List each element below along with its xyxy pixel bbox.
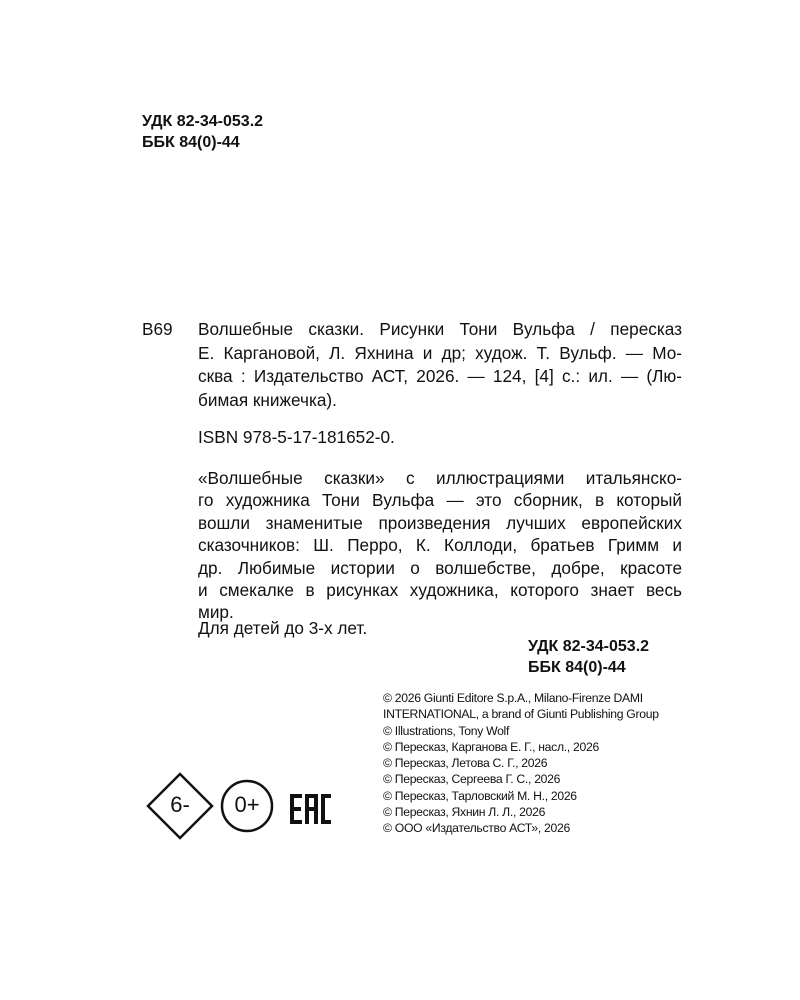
bbk-code: ББК 84(0)-44 — [528, 659, 626, 676]
age-rating-0: 0+ — [234, 792, 260, 817]
copyright-line: © Пересказ, Яхнин Л. Л., 2026 — [383, 805, 546, 820]
age-note: Для детей до 3-х лет. — [198, 618, 368, 638]
annotation-line: мир. — [198, 602, 234, 623]
annotation-line: вошли знаменитые произведения лучших европейских — [198, 512, 682, 533]
copyright-line: © 2026 Giunti Editore S.p.A., Milano-Firenze DAMI — [383, 691, 643, 705]
eac-logo-icon — [290, 794, 331, 824]
annotation — [198, 467, 682, 624]
copyright-line: © Пересказ, Тарловский М. Н., 2026 — [383, 788, 577, 803]
bbk-code: ББК 84(0)-44 — [142, 134, 240, 151]
copyright-line: © ООО «Издательство АСТ», 2026 — [383, 821, 570, 836]
description-line: Волшебные сказки. Рисунки Тони Вульфа / пересказ — [198, 319, 682, 339]
annotation-line: «Волшебные сказки» с иллюстрациями итальянско- — [198, 468, 682, 488]
description-line: бимая книжечка). — [198, 389, 337, 410]
bibliographic-description — [198, 318, 682, 412]
age-rating-6: 6- — [170, 792, 190, 817]
copyright-block — [383, 690, 659, 837]
udk-code: УДК 82-34-053.2 — [142, 113, 264, 130]
classification-codes-bottom — [528, 636, 649, 678]
annotation-line: го художника Тони Вульфа — это сборник, в который — [198, 490, 682, 511]
copyright-line: © Пересказ, Карганова Е. Г., насл., 2026 — [383, 739, 599, 754]
description-line: Е. Каргановой, Л. Яхнина и др; худож. Т. Вульф. — Мо- — [198, 342, 682, 363]
copyright-line: © Пересказ, Летова С. Г., 2026 — [383, 756, 548, 771]
bibliographic-entry — [142, 318, 682, 412]
copyright-line: INTERNATIONAL, a brand of Giunti Publishing Group — [383, 707, 659, 722]
annotation-line: сказочников: Ш. Перро, К. Коллоди, братьев Гримм и — [198, 535, 682, 556]
classification-codes-top — [142, 111, 263, 153]
copyright-line: © Пересказ, Сергеева Г. С., 2026 — [383, 772, 561, 787]
author-sign: В69 — [142, 319, 173, 339]
copyright-line: © Illustrations, Tony Wolf — [383, 723, 510, 738]
annotation-line: др. Любимые истории о волшебстве, добре, красоте — [198, 557, 682, 578]
certification-marks — [146, 772, 346, 842]
udk-code: УДК 82-34-053.2 — [528, 638, 650, 655]
isbn: ISBN 978-5-17-181652-0. — [198, 427, 395, 447]
description-line: сква : Издательство АСТ, 2026. — 124, [4] с.: ил. — (Лю- — [198, 366, 682, 387]
annotation-line: и смекалке в рисунках художника, которого знает весь — [198, 580, 682, 601]
